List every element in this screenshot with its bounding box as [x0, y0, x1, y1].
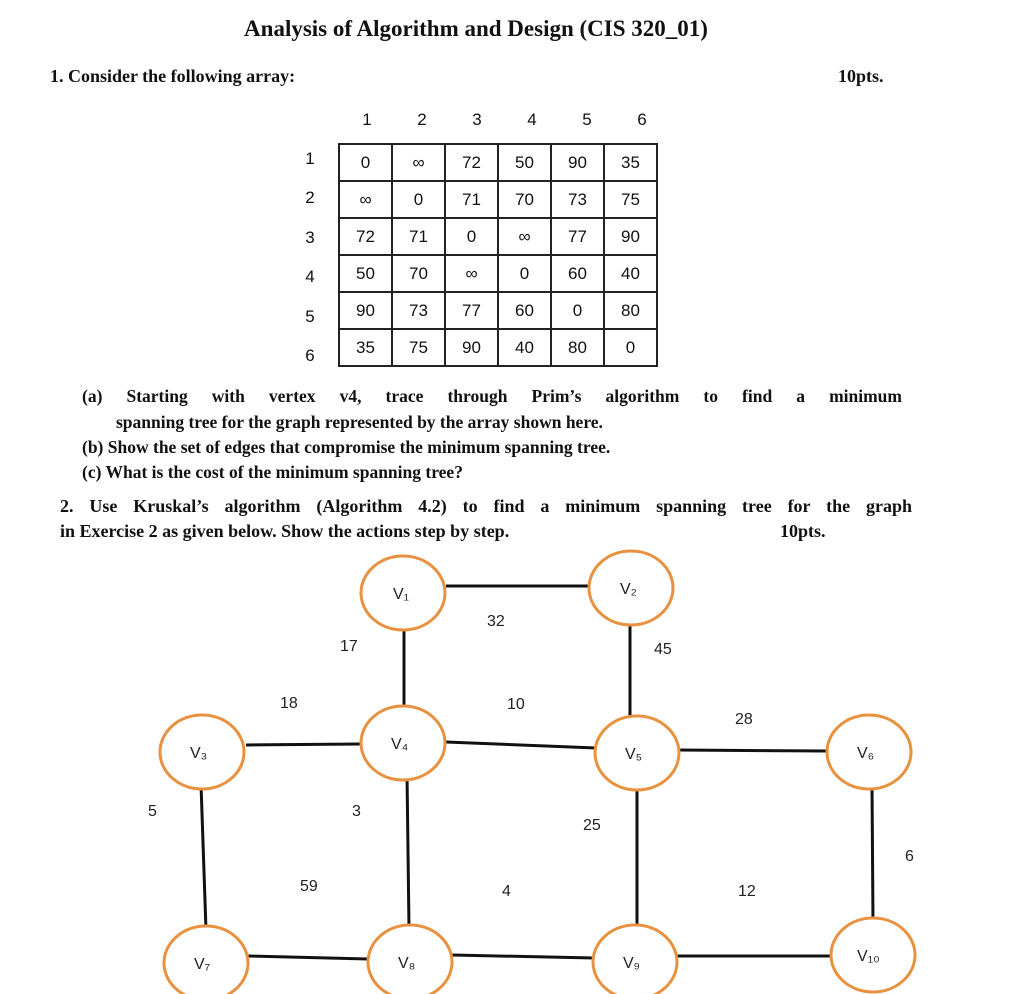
row-header: 4	[305, 267, 315, 286]
question-1c: (c) What is the cost of the minimum spanning tree?	[82, 462, 463, 482]
matrix-cell: 0	[498, 255, 551, 292]
matrix-cell: 70	[498, 181, 551, 218]
weight-v7-v8: 59	[300, 878, 318, 895]
matrix-cell: 0	[445, 218, 498, 255]
col-header: 5	[582, 110, 592, 129]
matrix-cell: 50	[498, 144, 551, 181]
edge-v7-v8	[248, 956, 368, 959]
node-label-v7: V₇	[194, 956, 211, 973]
weight-v5-v9: 25	[583, 817, 601, 834]
matrix-cell: ∞	[339, 181, 392, 218]
row-header: 6	[305, 346, 315, 365]
nodes	[160, 551, 915, 994]
weight-v1-v2: 32	[487, 613, 505, 630]
weight-v4-v5: 10	[507, 696, 525, 713]
col-header: 1	[362, 110, 372, 129]
matrix-cell: 0	[604, 329, 657, 366]
matrix-cell: 40	[498, 329, 551, 366]
matrix-cell: 60	[551, 255, 604, 292]
question-1: 1. Consider the following array:	[50, 66, 296, 86]
col-header: 6	[637, 110, 647, 129]
matrix-cell: 71	[445, 181, 498, 218]
weight-v4-v8: 3	[352, 803, 361, 820]
weight-v8-v9: 4	[502, 883, 511, 900]
matrix-cell: 75	[604, 181, 657, 218]
matrix-cell: 73	[392, 292, 445, 329]
edge-v6-v10	[872, 785, 873, 922]
matrix-cell: 70	[392, 255, 445, 292]
matrix-cell: 35	[604, 144, 657, 181]
edge-v4-v5	[446, 742, 596, 748]
edge-weights	[148, 613, 914, 900]
weight-v2-v5: 45	[654, 641, 672, 658]
edge-v5-v6	[679, 750, 826, 751]
question-1-points: 10pts.	[838, 66, 884, 86]
matrix-cell: 90	[445, 329, 498, 366]
question-1a-line1: (a) Starting with vertex v4, trace through Prim’s algorithm to find a minimum	[82, 386, 902, 406]
question-2-line2: in Exercise 2 as given below. Show the actions step by step.	[60, 521, 510, 541]
matrix-cell: 0	[392, 181, 445, 218]
matrix-cell: 75	[392, 329, 445, 366]
node-label-v6: V₆	[857, 745, 875, 762]
question-2-line1: 2. Use Kruskal’s algorithm (Algorithm 4.2) to find a minimum spanning tree for the graph	[60, 496, 912, 516]
edges	[201, 586, 873, 959]
col-header: 3	[472, 110, 482, 129]
weight-v3-v4: 18	[280, 695, 298, 712]
matrix-cell: 73	[551, 181, 604, 218]
node-label-v10: V₁₀	[857, 948, 880, 965]
node-label-v5: V₅	[625, 746, 643, 763]
row-header: 2	[305, 188, 315, 207]
question-1a-line2: spanning tree for the graph represented by the array shown here.	[116, 412, 603, 432]
weight-v5-v6: 28	[735, 711, 753, 728]
edge-v3-v4	[246, 744, 360, 745]
matrix-cell: 72	[445, 144, 498, 181]
edge-v4-v8	[407, 774, 409, 928]
node-label-v1: V₁	[393, 586, 410, 603]
node-label-v2: V₂	[620, 581, 637, 598]
matrix-cell: 77	[551, 218, 604, 255]
matrix-cell: 0	[339, 144, 392, 181]
weight-v1-v4: 17	[340, 638, 358, 655]
matrix-cell: 80	[604, 292, 657, 329]
node-label-v8: V₈	[398, 955, 416, 972]
matrix-cell: 60	[498, 292, 551, 329]
matrix-cell: 71	[392, 218, 445, 255]
col-header: 4	[527, 110, 537, 129]
node-label-v4: V₄	[391, 736, 409, 753]
question-2-points: 10pts.	[780, 521, 826, 541]
row-header: 5	[305, 307, 315, 326]
matrix-cell: 80	[551, 329, 604, 366]
weight-v6-v10: 6	[905, 848, 914, 865]
page-title: Analysis of Algorithm and Design (CIS 320_01)	[244, 16, 708, 41]
matrix-cell: ∞	[392, 144, 445, 181]
row-header: 1	[305, 149, 315, 168]
matrix-cell: 77	[445, 292, 498, 329]
matrix-cell: 40	[604, 255, 657, 292]
weight-v3-v7: 5	[148, 803, 157, 820]
col-header: 2	[417, 110, 427, 129]
matrix-cell: 0	[551, 292, 604, 329]
matrix-cell: 90	[604, 218, 657, 255]
matrix-cell: 72	[339, 218, 392, 255]
matrix-cell: 50	[339, 255, 392, 292]
node-label-v9: V₉	[623, 955, 641, 972]
node-label-v3: V₃	[190, 745, 208, 762]
matrix-cell: 35	[339, 329, 392, 366]
matrix-cell: 90	[551, 144, 604, 181]
matrix-cell: ∞	[498, 218, 551, 255]
edge-v8-v9	[452, 955, 594, 958]
edge-v3-v7	[201, 784, 206, 930]
row-header: 3	[305, 228, 315, 247]
weight-v9-v10: 12	[738, 883, 756, 900]
matrix-cell: ∞	[445, 255, 498, 292]
question-1b: (b) Show the set of edges that compromise the minimum spanning tree.	[82, 437, 611, 457]
matrix-cell: 90	[339, 292, 392, 329]
